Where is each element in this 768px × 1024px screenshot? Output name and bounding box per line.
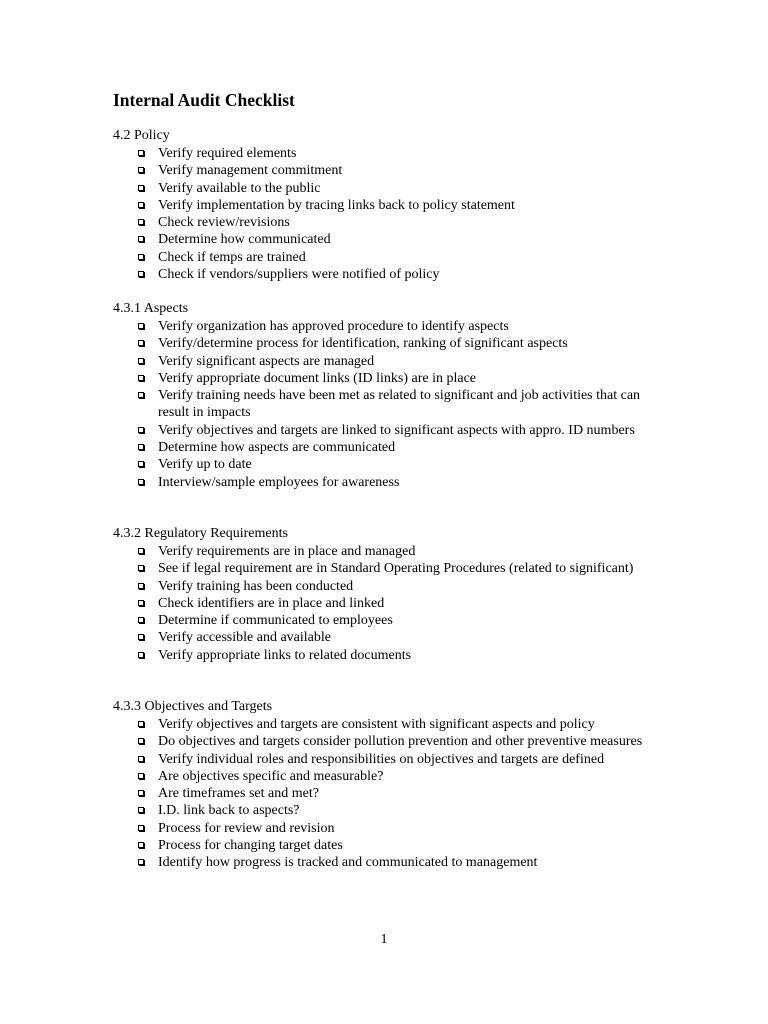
checklist-item-text: Check if temps are trained [158,249,306,265]
checklist-item-text: Check review/revisions [158,215,290,231]
checklist-item-text: Check if vendors/suppliers were notified of policy [158,267,440,283]
checkbox-icon[interactable] [138,392,144,398]
checklist-item-text: Process for review and revision [158,820,335,836]
checklist-item-text: Verify up to date [158,457,252,473]
checkbox-icon[interactable] [138,340,144,346]
checkbox-icon[interactable] [138,583,144,589]
checklist-item [113,145,673,162]
checkbox-icon[interactable] [138,825,144,831]
checkbox-icon[interactable] [138,756,144,762]
checkbox-icon[interactable] [138,548,144,554]
checklist-item [113,439,673,456]
checklist-item-text: Verify management commitment [158,163,343,179]
checkbox-icon[interactable] [138,323,144,329]
checkbox-icon[interactable] [138,721,144,727]
checklist-item [113,751,673,768]
checkbox-icon[interactable] [138,842,144,848]
section-heading: 4.3.1 Aspects [113,301,189,316]
checkbox-icon[interactable] [138,738,144,744]
checklist-item-text: Verify appropriate links to related documents [158,647,412,663]
checklist-item [113,733,673,750]
checklist-item-text: Verify available to the public [158,180,321,196]
checklist [113,543,673,664]
checklist-item [113,335,673,352]
checkbox-icon[interactable] [138,790,144,796]
checklist-item-text: Verify training has been conducted [158,578,354,594]
checkbox-icon[interactable] [138,807,144,813]
checklist-item [113,716,673,733]
checklist-item [113,180,673,197]
checklist-item [113,387,673,422]
checklist-item [113,595,673,612]
checkbox-icon[interactable] [138,185,144,191]
checkbox-icon[interactable] [138,600,144,606]
checklist-item [113,370,673,387]
checkbox-icon[interactable] [138,254,144,260]
checklist-item [113,768,673,785]
checklist-item [113,785,673,802]
checklist-item-text: I.D. link back to aspects? [158,803,300,819]
checklist-item [113,820,673,837]
checkbox-icon[interactable] [138,773,144,779]
checkbox-icon[interactable] [138,634,144,640]
checkbox-icon[interactable] [138,271,144,277]
checkbox-icon[interactable] [138,479,144,485]
checklist-item-text: Determine how aspects are communicated [158,440,396,456]
checkbox-icon[interactable] [138,444,144,450]
checklist-item-text: Verify objectives and targets are consistent with significant aspects and policy [158,717,595,732]
checklist-item-text: Verify individual roles and responsibilities on objectives and targets are defined [158,751,605,767]
checklist-item [113,560,673,577]
checklist-item-text: Determine how communicated [158,232,331,248]
checklist-item-text: Verify requirements are in place and managed [158,544,416,559]
checklist-item-text: Determine if communicated to employees [158,613,393,629]
checklist-item [113,854,673,871]
checkbox-icon[interactable] [138,358,144,364]
checklist-item [113,578,673,595]
checklist-item-text: Verify objectives and targets are linked to significant aspects with appro. ID numbers [158,422,635,438]
checkbox-icon[interactable] [138,236,144,242]
checklist-item [113,197,673,214]
checklist-item-text: Verify training needs have been met as related to significant and job activities that can result in impacts [158,388,641,421]
section-heading: 4.3.3 Objectives and Targets [113,699,273,714]
checklist-item [113,214,673,231]
checklist-item [113,318,673,335]
checklist-item [113,647,673,664]
checkbox-icon[interactable] [138,375,144,381]
checkbox-icon[interactable] [138,617,144,623]
checkbox-icon[interactable] [138,565,144,571]
checklist-item-text: Verify accessible and available [158,630,331,646]
checklist-item-text: Verify significant aspects are managed [158,353,375,369]
section-heading: 4.3.2 Regulatory Requirements [113,526,288,541]
checklist-item [113,837,673,854]
checkbox-icon[interactable] [138,150,144,156]
checklist-item-text: Are timeframes set and met? [158,786,319,802]
checklist-item [113,231,673,248]
checklist-item [113,353,673,370]
section-aspects [113,300,673,491]
checkbox-icon[interactable] [138,167,144,173]
section-policy [113,127,673,283]
checklist-item-text: Do objectives and targets consider pollution prevention and other preventive measures [158,734,643,750]
checklist-item [113,266,673,283]
page-number: 1 [380,932,388,947]
checklist-item-text: Verify/determine process for identification, ranking of significant aspects [158,336,568,352]
checklist-item [113,162,673,179]
checkbox-icon[interactable] [138,652,144,658]
section-regulatory-requirements [113,525,673,664]
checkbox-icon[interactable] [138,219,144,225]
checklist [113,145,673,283]
checklist-item [113,456,673,473]
checklist-item-text: See if legal requirement are in Standard Operating Procedures (related to significant) [158,561,634,577]
checklist [113,318,673,491]
checklist-item [113,422,673,439]
section-heading: 4.2 Policy [113,128,170,143]
checklist-item-text: Verify implementation by tracing links back to policy statement [158,197,515,213]
checkbox-icon[interactable] [138,202,144,208]
checklist-item-text: Interview/sample employees for awareness [158,474,400,490]
checklist-item-text: Are objectives specific and measurable? [158,768,384,784]
checklist-item [113,249,673,266]
checklist-item-text: Identify how progress is tracked and communicated to management [158,855,538,871]
checklist-item [113,629,673,646]
checklist [113,716,673,872]
checklist-item-text: Verify organization has approved procedure to identify aspects [158,319,509,334]
checklist-item-text: Verify required elements [158,146,297,161]
checklist-item [113,543,673,560]
checklist-item [113,612,673,629]
checklist-item-text: Check identifiers are in place and linked [158,595,385,611]
document-title: Internal Audit Checklist [113,90,295,110]
checkbox-icon[interactable] [138,859,144,865]
checkbox-icon[interactable] [138,461,144,467]
checklist-item [113,474,673,491]
section-objectives-and-targets [113,698,673,872]
checklist-item-text: Verify appropriate document links (ID links) are in place [158,370,477,386]
checklist-item [113,802,673,819]
checkbox-icon[interactable] [138,427,144,433]
checklist-item-text: Process for changing target dates [158,838,343,854]
